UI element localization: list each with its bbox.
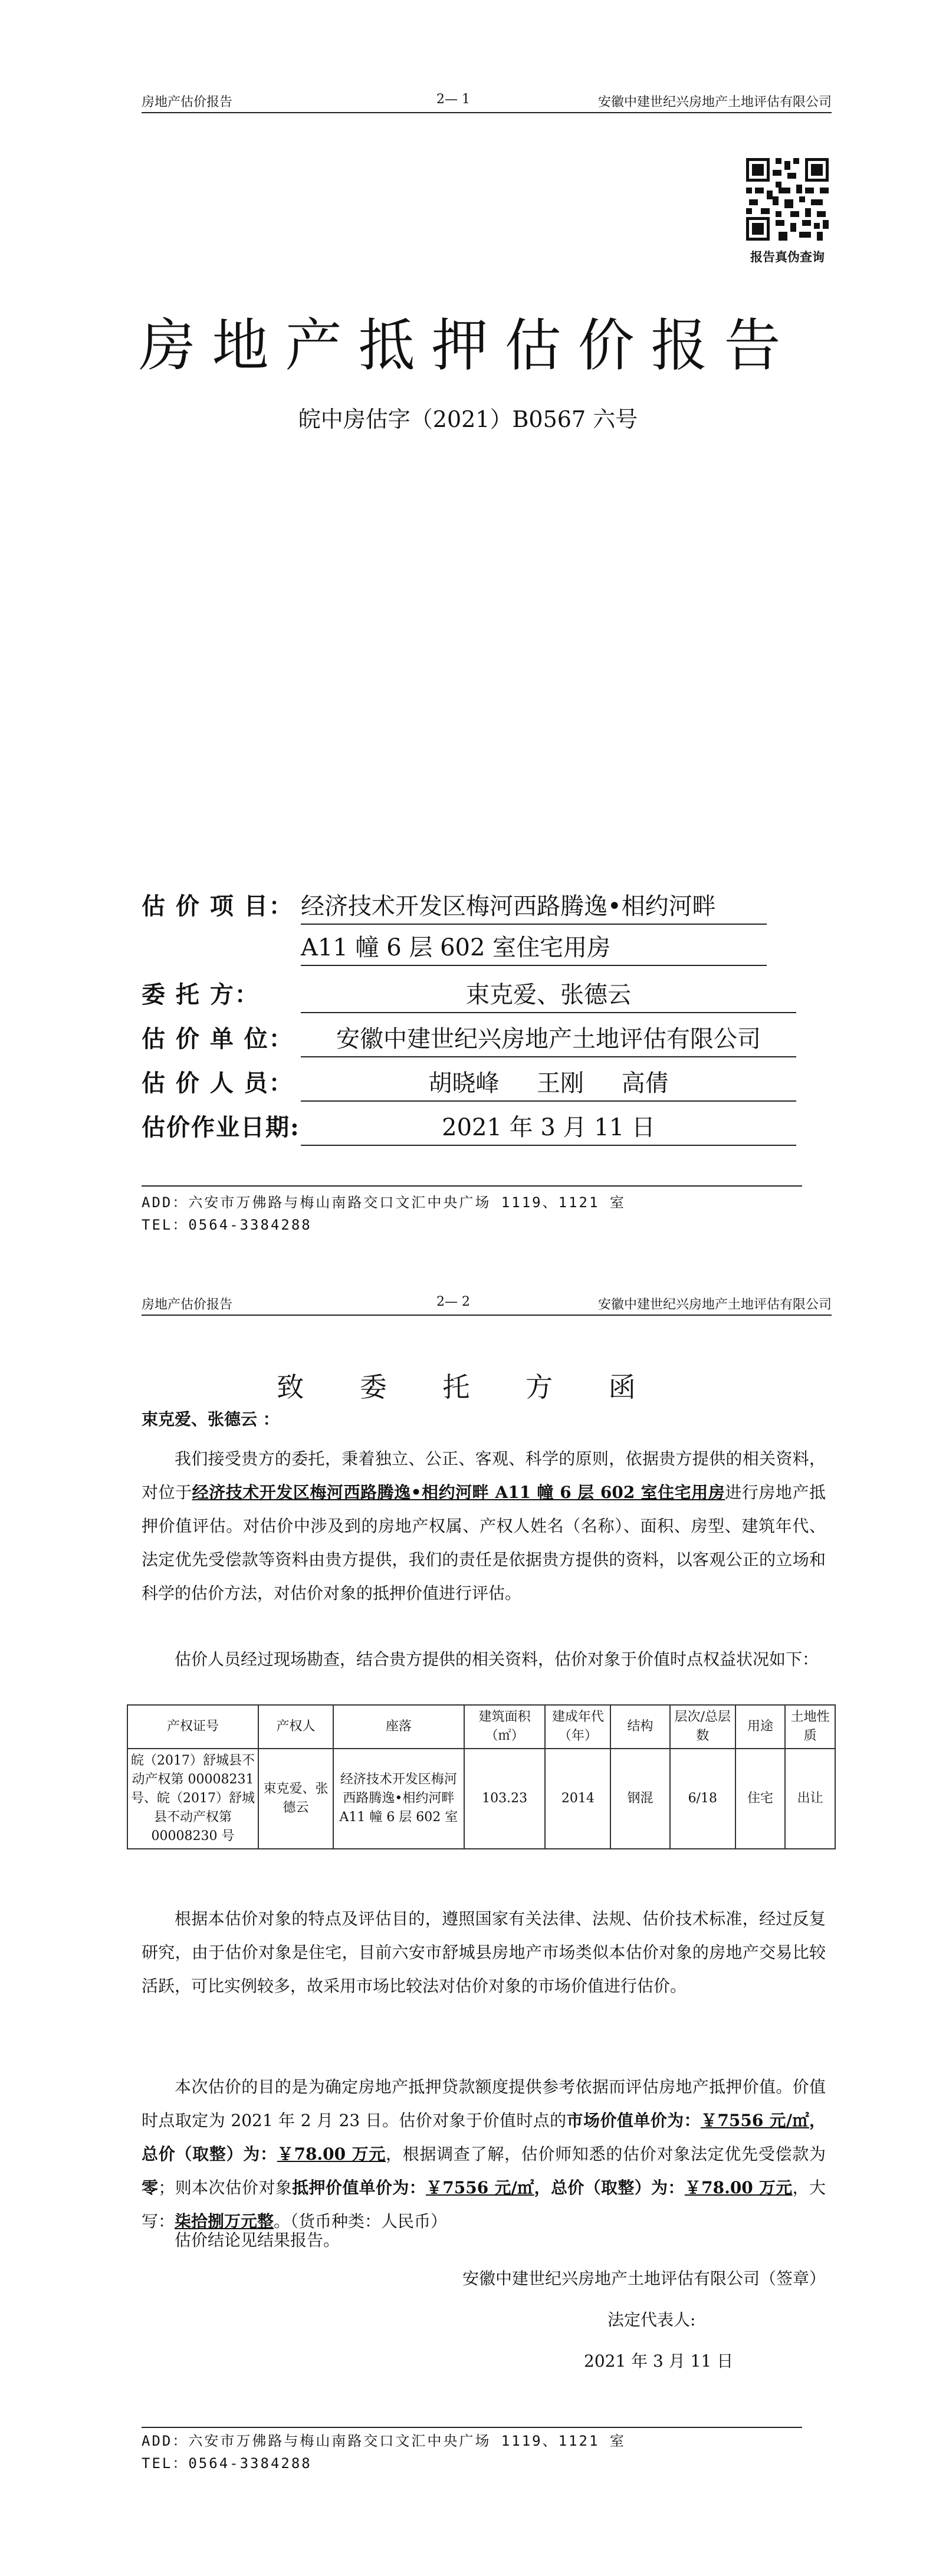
table-cell: 6/18: [670, 1749, 735, 1849]
signature-date: 2021 年 3 月 11 日: [584, 2351, 734, 2371]
table-header-row: [127, 1705, 835, 1749]
table-cell: 出让: [785, 1749, 835, 1849]
table-header-cell: 产权人: [258, 1705, 333, 1749]
table-cell: 束克爱、张德云: [258, 1749, 333, 1849]
p4-text: ；则本次估价对象: [158, 2178, 293, 2197]
unit-row: [142, 1020, 796, 1057]
date-value: 2021 年 3 月 11 日: [301, 1109, 796, 1146]
table-header-cell: 结构: [610, 1705, 669, 1749]
header-left: 房地产估价报告: [142, 1297, 233, 1312]
letter-paragraph-5: 估价结论见结果报告。: [175, 2230, 340, 2250]
footer-phone: TEL：0564-3384288: [142, 1217, 312, 1233]
table-header-cell: 用途: [735, 1705, 786, 1749]
p4-text: ，根据调查了解，估价师知悉的估价对象法定优先受偿款为: [386, 2144, 826, 2164]
report-title: 房地产抵押估价报告: [139, 313, 797, 379]
staff-value: 胡晓峰 王刚 高倩: [301, 1064, 796, 1102]
table-header-cell: 座落: [333, 1705, 464, 1749]
unit-value: 安徽中建世纪兴房地产土地评估有限公司: [301, 1020, 796, 1057]
table-cell: 经济技术开发区梅河西路腾逸•相约河畔 A11 幢 6 层 602 室: [333, 1749, 464, 1849]
p4-market-unit-price: ￥7556 元/㎡: [700, 2111, 809, 2130]
table-cell: 皖（2017）舒城县不动产权第 00008231 号、皖（2017）舒城县不动产权第 00008230 号: [127, 1749, 258, 1849]
signature-representative: 法定代表人:: [607, 2310, 696, 2329]
page-header: [142, 1291, 832, 1316]
project-label: 估 价 项 目：: [142, 892, 294, 920]
table-header-cell: 建筑面积（㎡）: [464, 1705, 545, 1749]
client-value: 束克爱、张德云: [301, 976, 796, 1013]
p4-mortgage-total: ￥78.00 万元: [684, 2178, 793, 2197]
project-value-line2: A11 幢 6 层 602 室住宅用房: [301, 929, 767, 966]
footer: [142, 2430, 802, 2475]
p4-amount-in-words: 柒拾捌万元整: [175, 2212, 274, 2231]
header-company: 安徽中建世纪兴房地产土地评估有限公司: [597, 1297, 832, 1312]
header-page-number: 2— 1: [436, 92, 470, 107]
p4-market-total: ￥78.00 万元: [277, 2144, 386, 2164]
staff-row: [142, 1064, 796, 1102]
qr-caption: 报告真伪查询: [750, 249, 825, 264]
table-cell: 住宅: [735, 1749, 786, 1849]
p4-text: 本次估价的目的是为确定房地产抵押贷款额度提供参考依据而评估房地产抵押价值。价值时点取定为 2021 年 2 月 23 日。估价对象于价值时点的: [142, 2077, 826, 2130]
letter-paragraph-2: 估价人员经过现场勘查，结合贵方提供的相关资料，估价对象于价值时点权益状况如下：: [175, 1650, 819, 1669]
project-value-line1: 经济技术开发区梅河西路腾逸•相约河畔: [301, 888, 767, 925]
date-label: 估价作业日期:: [142, 1113, 300, 1141]
p4-priority-amount: 零: [142, 2178, 159, 2197]
table-header-cell: 层次/总层数: [670, 1705, 735, 1749]
header-company: 安徽中建世纪兴房地产土地评估有限公司: [597, 95, 832, 110]
letter-salutation: 束克爱、张德云 ：: [142, 1409, 280, 1429]
header-page-number: 2— 2: [436, 1294, 470, 1309]
signature-company: 安徽中建世纪兴房地产土地评估有限公司（签章）: [462, 2269, 826, 2288]
letter-paragraph-1: [142, 1442, 826, 1610]
footer: [142, 1191, 802, 1236]
property-info-table: [127, 1704, 836, 1849]
letter-paragraph-4: [142, 2070, 826, 2238]
table-row: [127, 1749, 835, 1849]
unit-label: 估 价 单 位：: [142, 1025, 294, 1053]
p4-text: 。（货币种类：人民币）: [274, 2212, 448, 2231]
letter-paragraph-3: 根据本估价对象的特点及评估目的，遵照国家有关法律、法规、估价技术标准，经过反复研究，由于估价对象是住宅，目前六安市舒城县房地产市场类似本估价对象的房地产交易比较活跃，可比实例较多，故采用市场比较法对估价对象的市场价值进行估价。: [142, 1909, 826, 1996]
qr-code-icon[interactable]: [746, 158, 829, 241]
p1-property-address: 经济技术开发区梅河西路腾逸•相约河畔 A11 幢 6 层 602 室住宅用房: [192, 1483, 725, 1502]
table-header-cell: 土地性质: [785, 1705, 835, 1749]
project-row: [142, 888, 767, 925]
table-cell: 103.23: [464, 1749, 545, 1849]
p4-text: ，大写：: [142, 2178, 826, 2231]
table-cell: 2014: [545, 1749, 610, 1849]
table-header-cell: 建成年代（年）: [545, 1705, 610, 1749]
p4-market-label: 市场价值单价为：: [566, 2111, 701, 2130]
staff-label: 估 价 人 员：: [142, 1069, 294, 1097]
date-row: [142, 1109, 796, 1146]
page-header: [142, 88, 832, 113]
client-row: [142, 976, 796, 1013]
footer-divider: [142, 1185, 802, 1187]
project-row-2: [301, 929, 767, 966]
client-label: 委 托 方：: [142, 981, 260, 1008]
p1-text-a: 我们接受贵方的委托，秉着独立、公正、客观、科学的原则，依据贵方提供的相关资料，对位于: [142, 1449, 826, 1502]
p4-total-label: ，总价（取整）为：: [534, 2178, 685, 2197]
footer-address: ADD：六安市万佛路与梅山南路交口文汇中央广场 1119、1121 室: [142, 1194, 626, 1211]
p4-mortgage-label: 抵押价值单价为：: [292, 2178, 426, 2197]
document-number: 皖中房估字（2021）B0567 六号: [298, 406, 638, 432]
footer-divider: [142, 2427, 802, 2428]
p4-total-label: ，总价（取整）为：: [142, 2111, 826, 2164]
table-header-cell: 产权证号: [127, 1705, 258, 1749]
p4-mortgage-unit-price: ￥7556 元/㎡: [425, 2178, 534, 2197]
footer-address: ADD：六安市万佛路与梅山南路交口文汇中央广场 1119、1121 室: [142, 2433, 626, 2449]
footer-phone: TEL：0564-3384288: [142, 2455, 312, 2472]
p1-text-c: 进行房地产抵押价值评估。对估价中涉及到的房地产权属、产权人姓名（名称）、面积、房型、建筑年代、法定优先受偿款等资料由贵方提供，我们的责任是依据贵方提供的资料，以客观公正的立场和科学的估价方法，对估价对象的抵押价值进行评估。: [142, 1483, 826, 1603]
letter-title: 致 委 托 方 函: [277, 1371, 659, 1403]
header-left: 房地产估价报告: [142, 95, 233, 110]
table-cell: 钢混: [610, 1749, 669, 1849]
